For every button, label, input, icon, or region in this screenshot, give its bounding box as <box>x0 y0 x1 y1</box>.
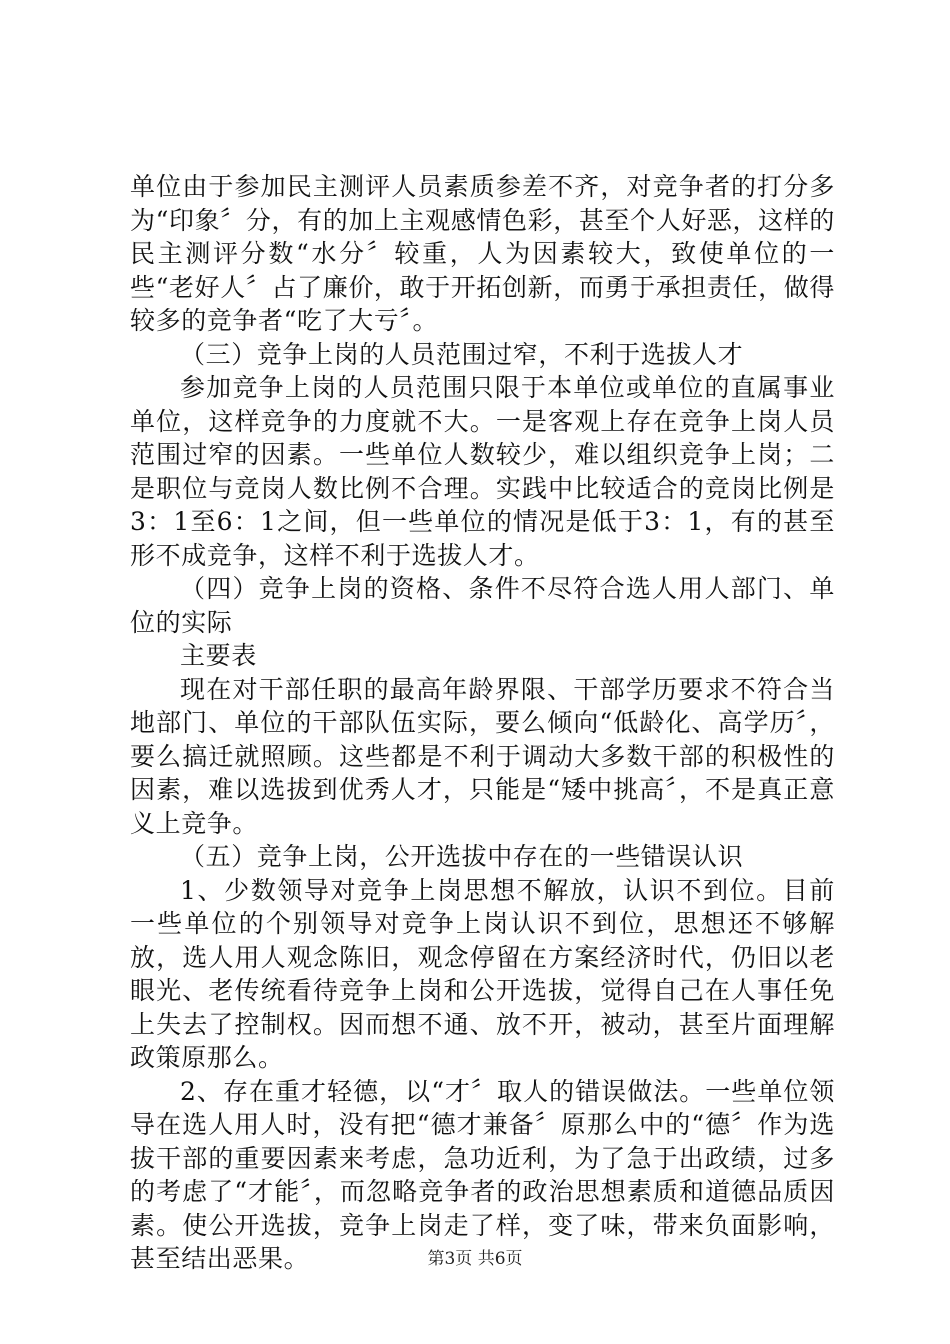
body-paragraph: 1、少数领导对竞争上岗思想不解放，认识不到位。目前一些单位的个别领导对竞争上岗认识不到位，思想还不够解放，选人用人观念陈旧，观念停留在方案经济时代，仍旧以老眼光、老传统看待竞争上岗和公开选拔，觉得自己在人事任免上失去了控制权。因而想不通、放不开，被动，甚至片面理解政策原那么。 <box>130 875 835 1072</box>
body-paragraph: 现在对干部任职的最高年龄界限、干部学历要求不符合当地部门、单位的干部队伍实际，要么倾向“低龄化、高学历〞，要么搞迁就照顾。这些都是不利于调动大多数干部的积极性的因素，难以选拔到优秀人才，只能是“矮中挑高〞，不是真正意义上竞争。 <box>130 674 835 838</box>
body-paragraph-continuation: 单位由于参加民主测评人员素质参差不齐，对竞争者的打分多为“印象〞分，有的加上主观感情色彩，甚至个人好恶，这样的民主测评分数“水分〞较重，人为因素较大，致使单位的一些“老好人〞占了廉价，敢于开拓创新，而勇于承担责任，做得较多的竞争者“吃了大亏〞。 <box>130 172 835 335</box>
section-heading-4: （四）竞争上岗的资格、条件不尽符合选人用人部门、单位的实际 <box>130 574 835 637</box>
page-number-footer: 第3页 共6页 <box>427 1249 523 1269</box>
body-paragraph: 参加竞争上岗的人员范围只限于本单位或单位的直属事业单位，这样竞争的力度就不大。一是客观上存在竞争上岗人员范围过窄的因素。一些单位人数较少，难以组织竞争上岗；二是职位与竞岗人数比例不合理。实践中比较适合的竞岗比例是3：1至6：1之间，但一些单位的情况是低于3：1，有的甚至形不成竞争，这样不利于选拔人才。 <box>130 373 835 570</box>
body-paragraph: 主要表 <box>180 641 257 670</box>
section-heading-5: （五）竞争上岗，公开选拔中存在的一些错误认识 <box>180 842 744 871</box>
document-body <box>130 170 835 1276</box>
body-paragraph: 2、存在重才轻德，以“才〞取人的错误做法。一些单位领导在选人用人时，没有把“德才兼备〞原那么中的“德〞作为选拔干部的重要因素来考虑，急功近利，为了急于出政绩，过多的考虑了“才能〞，而忽略竞争者的政治思想素质和道德品质因素。使公开选拔，竞争上岗走了样，变了味，带来负面影响，甚至结出恶果。 <box>130 1076 835 1273</box>
section-heading-3: （三）竞争上岗的人员范围过窄，不利于选拔人才 <box>180 339 744 369</box>
